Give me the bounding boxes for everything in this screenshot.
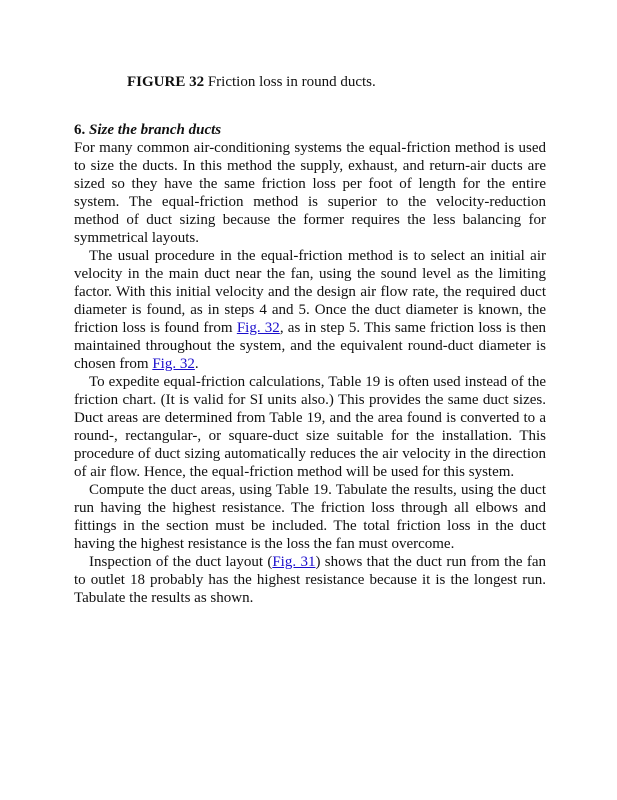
paragraph-5-text-b: ) shows that the duct run from the fan to outlet 18 probably has the highest resistance because it is the longest run. Tabulate the results as shown. [74,554,546,606]
section-title: Size the branch ducts [89,122,222,138]
fig-31-link[interactable]: Fig. 31 [272,554,316,570]
paragraph-3: To expedite equal-friction calculations, Table 19 is often used instead of the friction chart. (It is valid for SI units also.) This provides the same duct sizes. Duct areas are determined from Table 19, and the area found is converted to a round-, rectangular-, or square-duct size suitable for the installation. This procedure of duct sizing automatically reduces the air velocity in the direction of air flow. Hence, the equal-friction method will be used for this system. [74,374,546,480]
fig-32-link[interactable]: Fig. 32 [236,320,280,336]
paragraph-5 [74,553,546,607]
document-body [74,121,546,607]
paragraph-1: For many common air-conditioning systems the equal-friction method is used to size the ducts. In this method the supply, exhaust, and return-air ducts are sized so they have the same friction loss per foot of length for the entire system. The equal-friction method is superior to the velocity-reduction method of duct sizing because the former requires the less balancing for symmetrical layouts. [74,140,546,246]
figure-caption [127,73,376,91]
paragraph-4: Compute the duct areas, using Table 19. Tabulate the results, using the duct run having the highest resistance. The friction loss through all elbows and fittings in the section must be included. The total friction loss in the duct having the highest resistance is the loss the fan must overcome. [74,482,546,552]
figure-caption-text: Friction loss in round ducts. [204,74,376,90]
paragraph-2 [74,247,546,373]
figure-label: FIGURE 32 [127,74,205,90]
paragraph-2-text-a: The usual procedure in the equal-friction method is to select an initial air velocity in the main duct near the fan, using the sound level as the limiting factor. With this initial velocity and the design air flow rate, the required duct diameter is found, as in steps 4 and 5. Once the duct diameter is known, the friction loss is found from [74,248,546,336]
paragraph-2-text-c: . [194,356,199,372]
section-heading [74,121,546,139]
fig-32-link-2[interactable]: Fig. 32 [152,356,195,372]
paragraph-2-text-b: , as in step 5. This same friction loss is then maintained throughout the system, and the equivalent round-duct diameter is chosen from [74,320,546,372]
section-number: 6. [74,122,89,138]
paragraph-5-text-a: Inspection of the duct layout ( [89,554,273,570]
